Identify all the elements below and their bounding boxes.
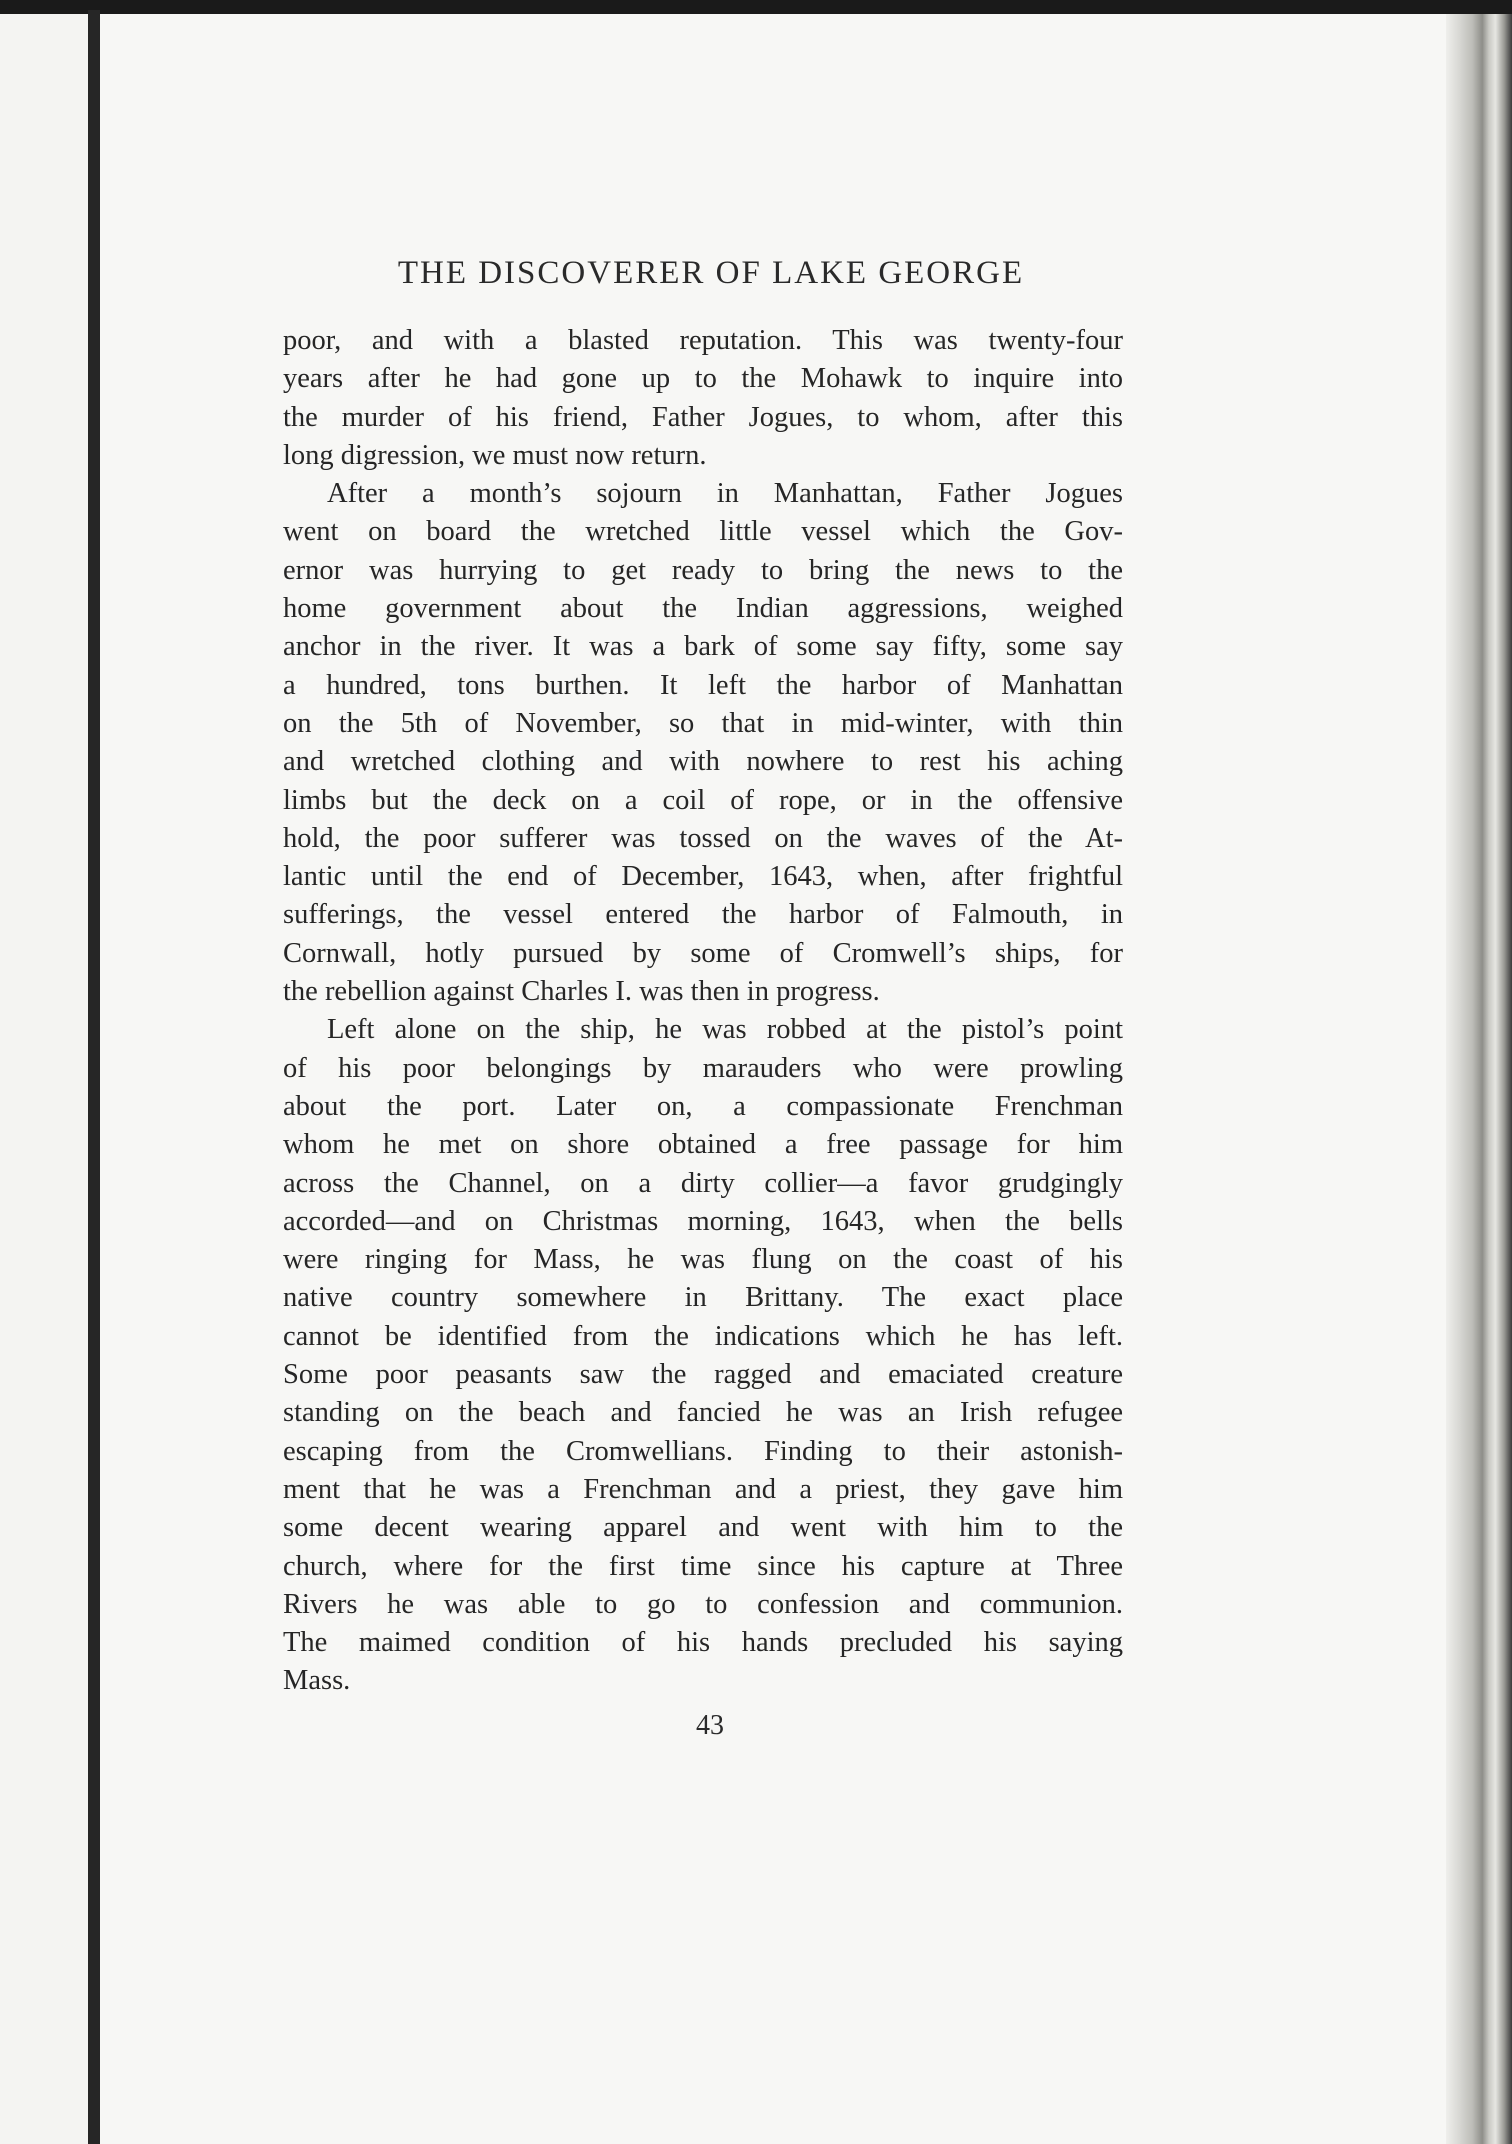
text-line: about the port. Later on, a compassionate Frenchman [283, 1090, 1123, 1122]
text-line: on the 5th of November, so that in mid-winter, with thin [283, 707, 1123, 739]
text-line: hold, the poor sufferer was tossed on the waves of the At- [283, 822, 1123, 854]
text-line: escaping from the Cromwellians. Finding to their astonish- [283, 1435, 1123, 1467]
text-line: limbs but the deck on a coil of rope, or in the offensive [283, 784, 1123, 816]
text-line: Cornwall, hotly pursued by some of Cromwell’s ships, for [283, 937, 1123, 969]
text-line: ernor was hurrying to get ready to bring the news to the [283, 554, 1123, 586]
text-line: across the Channel, on a dirty collier—a favor grudgingly [283, 1167, 1123, 1199]
text-line: The maimed condition of his hands precluded his saying [283, 1627, 1123, 1659]
text-line: and wretched clothing and with nowhere to rest his aching [283, 746, 1123, 778]
text-line: lantic until the end of December, 1643, when, after frightful [283, 861, 1123, 893]
body-text [283, 322, 1123, 1701]
text-line: Rivers he was able to go to confession and communion. [283, 1588, 1123, 1620]
text-line: Left alone on the ship, he was robbed at the pistol’s point [327, 1014, 1123, 1046]
text-line: were ringing for Mass, he was flung on the coast of his [283, 1244, 1123, 1276]
text-line: anchor in the river. It was a bark of some say fifty, some say [283, 631, 1123, 663]
text-line: long digression, we must now return. [283, 439, 707, 471]
text-line: home government about the Indian aggressions, weighed [283, 593, 1123, 625]
text-line: the murder of his friend, Father Jogues, to whom, after this [283, 401, 1123, 433]
text-line: Mass. [283, 1665, 351, 1697]
text-line: church, where for the first time since his capture at Three [283, 1550, 1123, 1582]
text-line: accorded—and on Christmas morning, 1643, when the bells [283, 1205, 1123, 1237]
text-line: years after he had gone up to the Mohawk to inquire into [283, 363, 1123, 395]
book-gutter [88, 10, 100, 2144]
running-head: THE DISCOVERER OF LAKE GEORGE [397, 255, 1025, 291]
text-line: After a month’s sojourn in Manhattan, Father Jogues [327, 478, 1123, 510]
text-line: native country somewhere in Brittany. The exact place [283, 1282, 1123, 1314]
text-line: ment that he was a Frenchman and a priest, they gave him [283, 1473, 1123, 1505]
text-line: the rebellion against Charles I. was then in progress. [283, 976, 880, 1008]
text-line: poor, and with a blasted reputation. This was twenty-four [283, 325, 1123, 356]
text-line: of his poor belongings by marauders who were prowling [283, 1052, 1123, 1084]
text-line: Some poor peasants saw the ragged and emaciated creature [283, 1359, 1123, 1391]
page-stack-edge [1446, 14, 1512, 2144]
text-line: sufferings, the vessel entered the harbor of Falmouth, in [283, 899, 1123, 931]
text-line: went on board the wretched little vessel which the Gov- [283, 516, 1123, 548]
text-line: some decent wearing apparel and went with him to the [283, 1512, 1123, 1544]
page-number: 43 [696, 1710, 724, 1741]
text-line: a hundred, tons burthen. It left the harbor of Manhattan [283, 669, 1123, 701]
text-line: cannot be identified from the indications which he has left. [283, 1320, 1123, 1352]
text-line: standing on the beach and fancied he was an Irish refugee [283, 1397, 1123, 1429]
left-page-edge [0, 14, 88, 2144]
text-line: whom he met on shore obtained a free passage for him [283, 1129, 1123, 1161]
